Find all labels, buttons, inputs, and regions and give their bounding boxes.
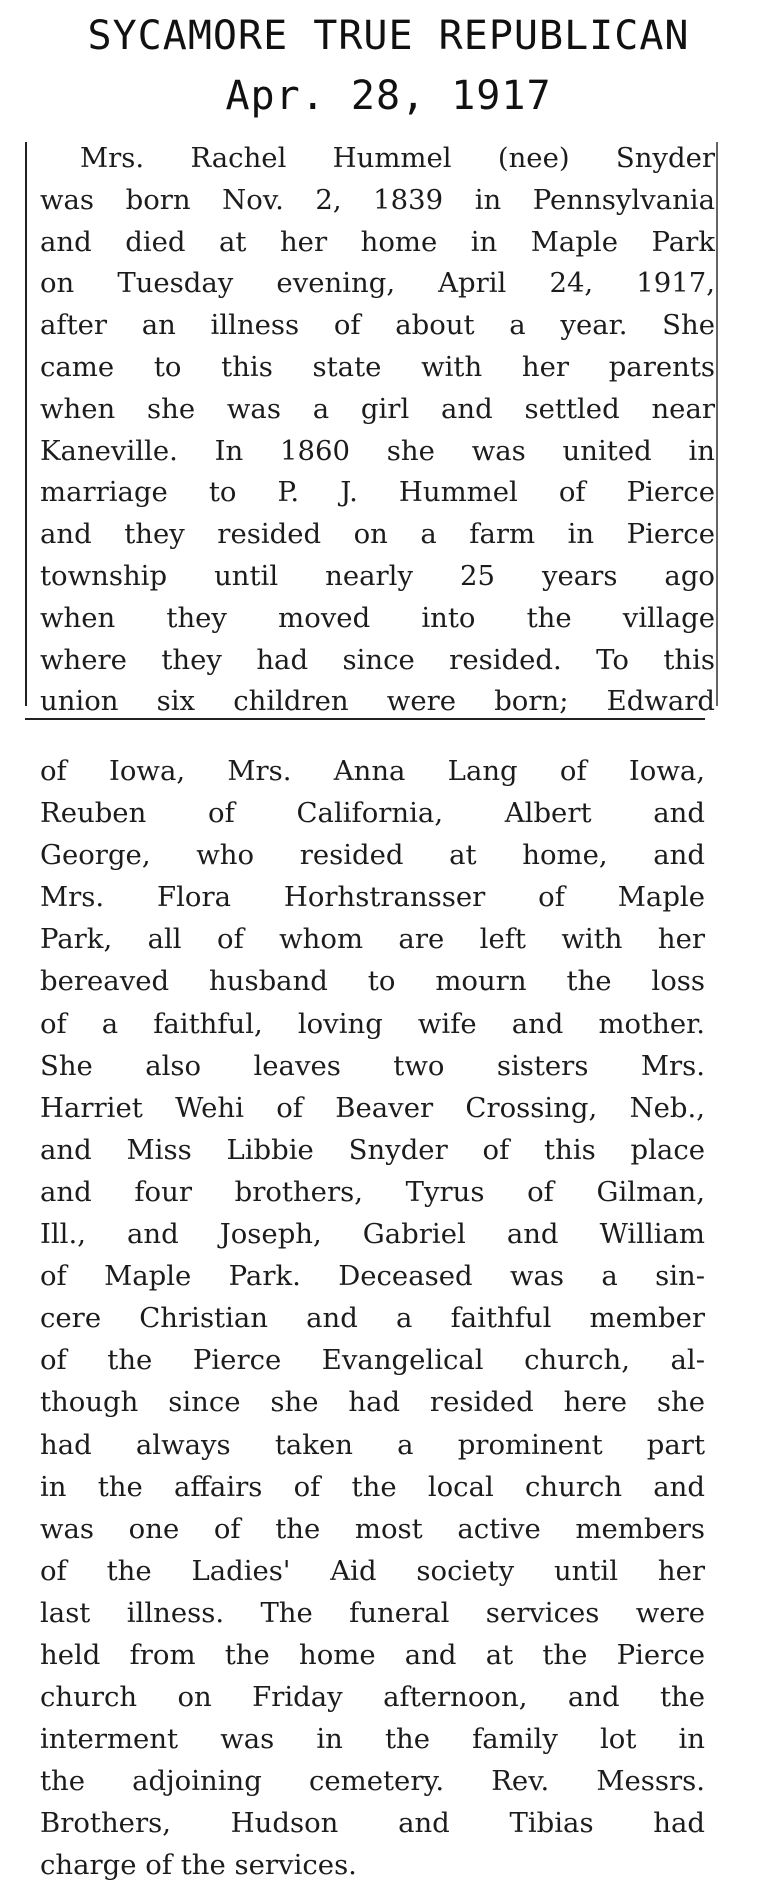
article-line: Mrs. Flora Horhstransser of Maple [40,881,705,914]
article-line: Brothers, Hudson and Tibias had [40,1807,705,1840]
article-line: though since she had resided here she [40,1386,705,1419]
article-line: bereaved husband to mourn the loss [40,965,705,998]
article-line: and died at her home in Maple Park [40,225,715,258]
article-line: township until nearly 25 years ago [40,559,715,592]
article-line: in the affairs of the local church and [40,1470,705,1503]
box-left-rule [25,142,27,706]
article-line: of a faithful, loving wife and mother. [40,1007,705,1040]
newspaper-name: SYCAMORE TRUE REPUBLICAN [87,13,690,59]
article-line: when she was a girl and settled near [40,392,715,425]
article-line: charge of the services. [40,1849,357,1882]
article-line: when they moved into the village [40,601,715,634]
article-line: of the Ladies' Aid society until her [40,1554,705,1587]
article-line: after an illness of about a year. She [40,309,715,342]
article-line: was one of the most active members [40,1512,705,1545]
article-line: Mrs. Rachel Hummel (nee) Snyder [80,142,715,174]
article-line: interment was in the family lot in [40,1723,705,1756]
article-line: had always taken a prominent part [40,1428,705,1461]
article-line: Ill., and Joseph, Gabriel and William [40,1218,705,1251]
article-line: George, who resided at home, and [40,839,705,872]
article-line: was born Nov. 2, 1839 in Pennsylvania [40,183,715,216]
article-line: and Miss Libbie Snyder of this place [40,1133,705,1166]
article-line: on Tuesday evening, April 24, 1917, [40,267,715,300]
article-line: and they resided on a farm in Pierce [40,518,715,551]
article-line: came to this state with her parents [40,350,715,383]
article-line: marriage to P. J. Hummel of Pierce [40,476,715,509]
article-line: of the Pierce Evangelical church, al- [40,1344,705,1377]
article-line: Kaneville. In 1860 she was united in [40,434,715,467]
obituary-boxed-paragraph [40,138,715,723]
article-line: union six children were born; Edward [40,685,715,718]
article-line: Harriet Wehi of Beaver Crossing, Neb., [40,1091,705,1124]
article-line: the adjoining cemetery. Rev. Messrs. [40,1765,705,1798]
obituary-continued-paragraph [40,750,705,1887]
article-line: where they had since resided. To this [40,643,715,676]
article-line: held from the home and at the Pierce [40,1638,705,1671]
box-right-rule [716,142,718,706]
article-line: of Maple Park. Deceased was a sin- [40,1260,705,1293]
article-line: Park, all of whom are left with her [40,923,705,956]
publication-date: Apr. 28, 1917 [225,73,552,119]
article-line: of Iowa, Mrs. Anna Lang of Iowa, [40,755,705,787]
article-line: cere Christian and a faithful member [40,1302,705,1335]
article-line: church on Friday afternoon, and the [40,1681,705,1714]
article-line: Reuben of California, Albert and [40,797,705,830]
article-line: and four brothers, Tyrus of Gilman, [40,1175,705,1208]
article-line: She also leaves two sisters Mrs. [40,1049,705,1082]
article-line: last illness. The funeral services were [40,1596,705,1629]
